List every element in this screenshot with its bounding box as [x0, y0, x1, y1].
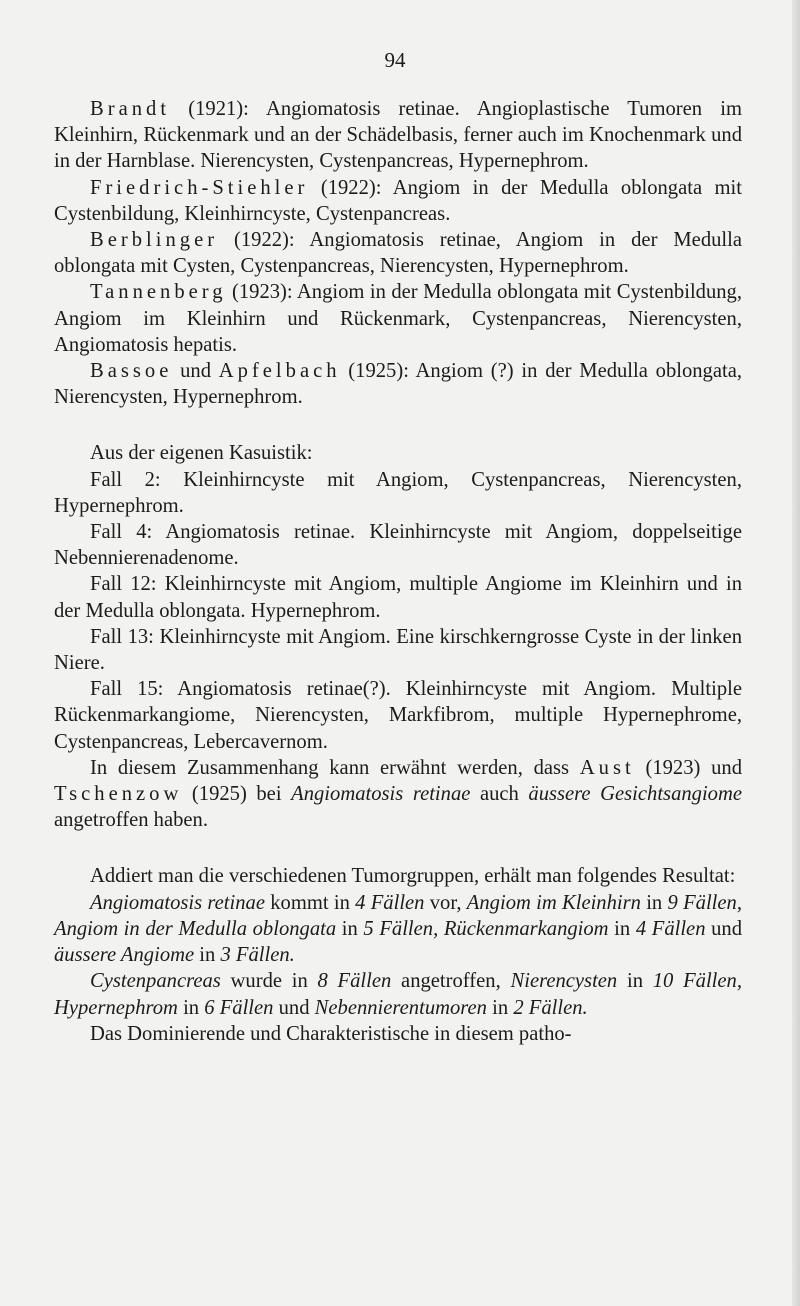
author-name: Brandt — [90, 98, 171, 120]
case-item: Fall 12: Kleinhirncyste mit Angiom, multiple Angiome im Kleinhirn und in der Medulla oblongata. Hypernephrom. — [54, 573, 742, 622]
case-item: Fall 2: Kleinhirncyste mit Angiom, Cystenpancreas, Nierencysten, Hypernephrom. — [54, 468, 742, 517]
page-edge-shadow — [792, 0, 800, 1306]
case-item: Fall 15: Angiomatosis retinae(?). Kleinhirncyste mit Angiom. Multiple Rückenmarkangiome, Nierencysten, Markfibrom, multiple Hypernephrome, Cystenpancreas, Lebercavernom. — [54, 678, 742, 753]
entry-tannenberg: Tannenberg (1923): Angiom in der Medulla oblongata mit Cystenbildung, Angiom im Kleinhirn und Rückenmark, Cystenpancreas, Nierencysten, Angiomatosis hepatis. — [54, 281, 742, 356]
author-name: Friedrich-Stiehler — [90, 176, 309, 199]
case-item: Fall 13: Kleinhirncyste mit Angiom. Eine kirschkerngrosse Cyste in der linken Niere. — [54, 625, 742, 675]
case-item: Fall 4: Angiomatosis retinae. Kleinhirncyste mit Angiom, doppelseitige Nebennierenadenome. — [54, 521, 742, 570]
author-name: Tschenzow — [54, 783, 183, 806]
author-name: Apfelbach — [218, 360, 341, 383]
body-text — [54, 96, 742, 1047]
author-name: Bassoe — [90, 360, 173, 383]
summary-cysts: Cystenpancreas wurde in 8 Fällen angetroffen, Nierencysten in 10 Fällen, Hypernephrom in 6 Fällen und Nebennierentumoren in 2 Fällen. — [54, 970, 742, 1019]
author-name: Aust — [579, 756, 635, 779]
context-paragraph: In diesem Zusammenhang kann erwähnt werden, dass Aust (1923) und Tschenzow (1925) bei Angiomatosis retinae auch äussere Gesichtsangiome angetroffen haben. — [54, 756, 743, 832]
casuistry-heading: Aus der eigenen Kasuistik: — [90, 442, 313, 465]
entry-brandt: Brandt (1921): Angiomatosis retinae. Angioplastische Tumoren im Kleinhirn, Rückenmark und an der Schädelbasis, ferner auch im Knochenmark und in der Harnblase. Nierencysten, Cystenpancreas, Hypernephrom. — [54, 98, 742, 173]
entry-bassoe-apfelbach: Bassoe und Apfelbach (1925): Angiom (?) in der Medulla oblongata, Nierencysten, Hypernephrom. — [54, 360, 743, 409]
author-name: Berblinger — [90, 229, 219, 252]
summary-angiomas: Angiomatosis retinae kommt in 4 Fällen vor, Angiom im Kleinhirn in 9 Fällen, Angiom in der Medulla oblongata in 5 Fällen, Rückenmarkangiom in 4 Fällen und äussere Angiome in 3 Fällen. — [54, 891, 743, 967]
entry-friedrich-stiehler: Friedrich-Stiehler (1922): Angiom in der Medulla oblongata mit Cystenbildung, Kleinhirncyste, Cystenpancreas. — [54, 176, 742, 225]
author-name: Tannenberg — [90, 281, 227, 304]
entry-berblinger: Berblinger (1922): Angiomatosis retinae, Angiom in der Medulla oblongata mit Cysten, Cystenpancreas, Nierencysten, Hypernephrom. — [54, 229, 742, 278]
page-number: 94 — [384, 48, 406, 72]
closing-line: Das Dominierende und Charakteristische in diesem patho- — [90, 1022, 572, 1045]
summary-intro: Addiert man die verschiedenen Tumorgruppen, erhält man folgendes Resultat: — [90, 865, 736, 888]
